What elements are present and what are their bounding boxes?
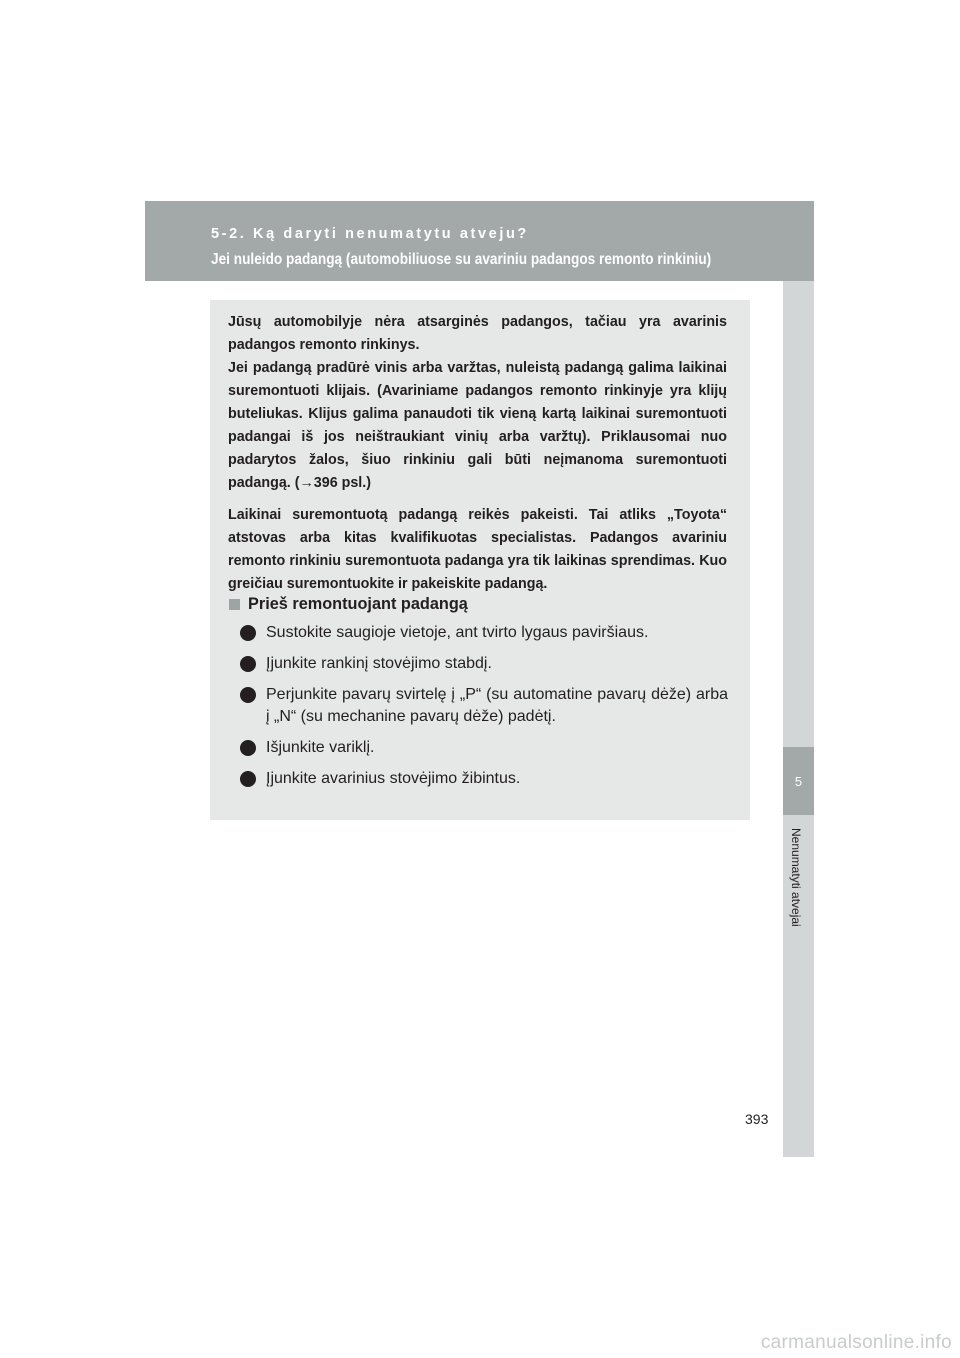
chapter-side-tab <box>783 281 814 1157</box>
list-item <box>240 684 728 728</box>
intro-paragraph-1: Jūsų automobilyje nėra atsarginės padangos, tačiau yra avarinis padangos remonto rinkinys. <box>228 314 727 353</box>
bullet-dot-icon <box>240 687 256 703</box>
bullet-dot-icon <box>240 625 256 641</box>
list-item-text: Išjunkite variklį. <box>266 739 375 756</box>
page-reference-link[interactable]: 396 psl.) <box>313 475 372 491</box>
list-item-text: Įjunkite avarinius stovėjimo žibintus. <box>266 770 521 787</box>
section-title: 5-2. Ką daryti nenumatytu atveju? <box>211 226 529 242</box>
intro-paragraph-2 <box>228 357 727 495</box>
bullet-list <box>240 622 728 799</box>
section-header <box>145 201 814 281</box>
chapter-number: 5 <box>783 747 814 815</box>
content-panel <box>210 300 750 820</box>
bullet-dot-icon <box>240 771 256 787</box>
subheading <box>228 595 468 614</box>
list-item-text: Perjunkite pavarų svirtelę į „P“ (su automatine pavarų dėže) arba į „N“ (su mechanine pavarų dėže) padėtį. <box>266 686 728 725</box>
page-number: 393 <box>745 1111 769 1127</box>
list-item <box>240 768 728 790</box>
list-item-text: Įjunkite rankinį stovėjimo stabdį. <box>266 655 492 672</box>
list-item-text: Sustokite saugioje vietoje, ant tvirto lygaus paviršiaus. <box>266 624 649 641</box>
intro-text <box>228 311 727 596</box>
bullet-dot-icon <box>240 656 256 672</box>
watermark: carmanualsonline.info <box>760 1332 952 1353</box>
bullet-dot-icon <box>240 740 256 756</box>
page-reference-arrow-icon: → <box>299 475 314 491</box>
list-item <box>240 653 728 675</box>
square-bullet-icon <box>229 599 240 610</box>
chapter-label: Nenumatyti atvejai <box>789 828 803 927</box>
subheading-text: Prieš remontuojant padangą <box>248 595 468 613</box>
list-item <box>240 622 728 644</box>
intro-paragraph-2-text: Jei padangą pradūrė vinis arba varžtas, nuleistą padangą galima laikinai suremontuoti klijais. (Avariniame padangos remonto rinkinyje yra klijų buteliukas. Klijus galima panaudoti tik vieną kartą laikinai suremontuoti padangai iš jos neištraukiant vinių arba varžtų). Priklausomai nuo padarytos žalos, šiuo rinkiniu gali būti neįmanoma suremontuoti padangą. ( <box>228 360 727 491</box>
page-subtitle: Jei nuleido padangą (automobiliuose su avariniu padangos remonto rinkiniu) <box>211 251 712 268</box>
intro-paragraph-3: Laikinai suremontuotą padangą reikės pakeisti. Tai atliks „Toyota“ atstovas arba kitas kvalifikuotas specialistas. Padangos avariniu remonto rinkiniu suremontuota padanga yra tik laikinas sprendimas. Kuo greičiau suremontuokite ir pakeiskite padangą. <box>228 507 727 592</box>
list-item <box>240 737 728 759</box>
